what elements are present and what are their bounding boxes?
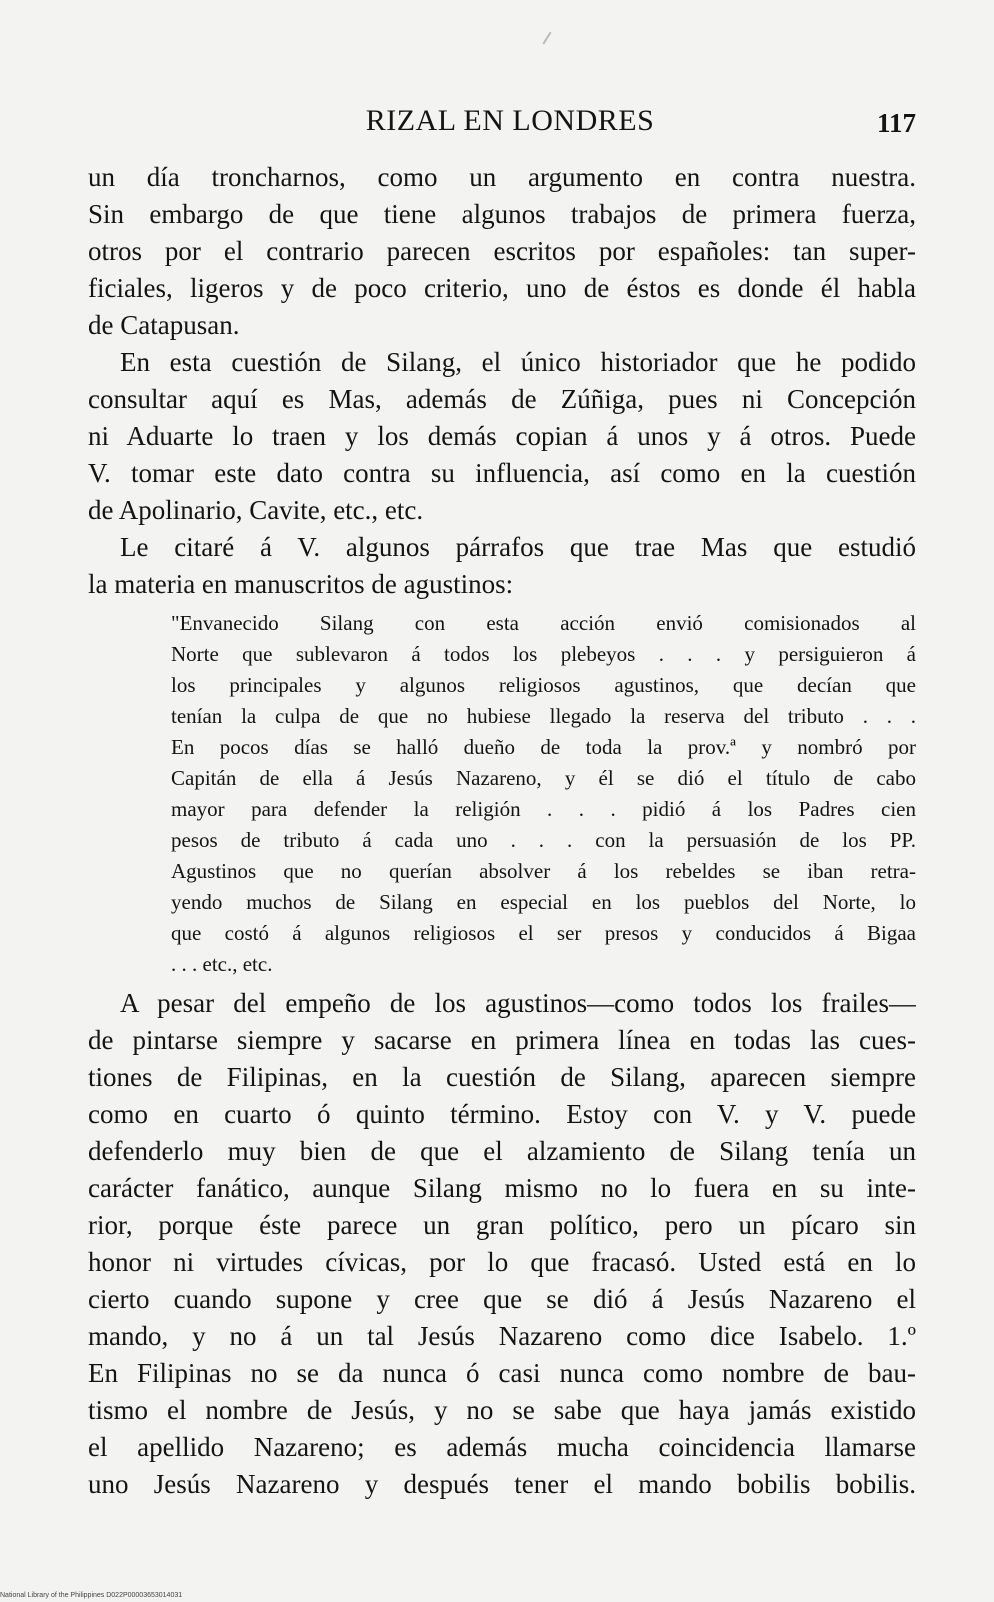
text-line: uno Jesús Nazareno y después tener el mando bobilis bobilis. bbox=[88, 1469, 916, 1499]
text-line: V. tomar este dato contra su influencia, así como en la cuestión bbox=[88, 458, 916, 488]
scan-footer-note: National Library of the Philippines D022P00003653014031 bbox=[0, 1592, 183, 1599]
text-line: ni Aduarte lo traen y los demás copian á unos y á otros. Puede bbox=[88, 421, 916, 451]
text-line: de Catapusan. bbox=[88, 310, 240, 340]
text-line: de Apolinario, Cavite, etc., etc. bbox=[88, 495, 424, 525]
text-line: mando, y no á un tal Jesús Nazareno como dice Isabelo. 1.º bbox=[88, 1321, 916, 1351]
stray-pen-mark bbox=[542, 32, 551, 45]
text-line: ficiales, ligeros y de poco criterio, uno de éstos es donde él habla bbox=[88, 273, 916, 303]
page-number: 117 bbox=[876, 108, 916, 138]
text-line: Le citaré á V. algunos párrafos que trae Mas que estudió bbox=[120, 532, 916, 562]
block-quote bbox=[171, 608, 916, 980]
text-line: tiones de Filipinas, en la cuestión de Silang, aparecen siempre bbox=[88, 1062, 916, 1092]
text-line: honor ni virtudes cívicas, por lo que fracasó. Usted está en lo bbox=[88, 1247, 916, 1277]
quote-line: Capitán de ella á Jesús Nazareno, y él se dió el título de cabo bbox=[171, 766, 916, 790]
text-line: de pintarse siempre y sacarse en primera línea en todas las cues- bbox=[88, 1025, 916, 1055]
quote-line: los principales y algunos religiosos agustinos, que decían que bbox=[171, 673, 916, 697]
text-line: otros por el contrario parecen escritos por españoles: tan super- bbox=[88, 236, 916, 266]
quote-line: mayor para defender la religión . . . pidió á los Padres cien bbox=[171, 797, 916, 821]
running-head: RIZAL EN LONDRES bbox=[365, 104, 655, 137]
text-line: defenderlo muy bien de que el alzamiento de Silang tenía un bbox=[88, 1136, 916, 1166]
text-line: el apellido Nazareno; es además mucha coincidencia llamarse bbox=[88, 1432, 916, 1462]
text-line: tismo el nombre de Jesús, y no se sabe que haya jamás existido bbox=[88, 1395, 916, 1425]
text-line: como en cuarto ó quinto término. Estoy con V. y V. puede bbox=[88, 1099, 916, 1129]
text-line: En esta cuestión de Silang, el único historiador que he podido bbox=[120, 347, 916, 377]
opening-paragraphs bbox=[88, 159, 916, 603]
text-line: cierto cuando supone y cree que se dió á Jesús Nazareno el bbox=[88, 1284, 916, 1314]
quote-line: En pocos días se halló dueño de toda la prov.ª y nombró por bbox=[171, 735, 916, 759]
quote-line: pesos de tributo á cada uno . . . con la persuasión de los PP. bbox=[171, 828, 916, 852]
quote-line: tenían la culpa de que no hubiese llegado la reserva del tributo . . . bbox=[171, 704, 916, 728]
quote-line: Agustinos que no querían absolver á los rebeldes se iban retra- bbox=[171, 859, 916, 883]
text-line: un día troncharnos, como un argumento en contra nuestra. bbox=[88, 162, 916, 192]
quote-line: que costó á algunos religiosos el ser presos y conducidos á Bigaa bbox=[171, 921, 916, 945]
quote-line: Norte que sublevaron á todos los plebeyos . . . y persiguieron á bbox=[171, 642, 916, 666]
text-line: carácter fanático, aunque Silang mismo no lo fuera en su inte- bbox=[88, 1173, 916, 1203]
text-line: la materia en manuscritos de agustinos: bbox=[88, 569, 514, 599]
quote-line: yendo muchos de Silang en especial en los pueblos del Norte, lo bbox=[171, 890, 916, 914]
text-line: consultar aquí es Mas, además de Zúñiga, pues ni Concepción bbox=[88, 384, 916, 414]
text-line: Sin embargo de que tiene algunos trabajos de primera fuerza, bbox=[88, 199, 916, 229]
quote-line: "Envanecido Silang con esta acción envió comisionados al bbox=[171, 611, 916, 635]
quote-line: . . . etc., etc. bbox=[171, 952, 273, 976]
text-line: rior, porque éste parece un gran político, pero un pícaro sin bbox=[88, 1210, 916, 1240]
text-line: A pesar del empeño de los agustinos—como todos los frailes— bbox=[120, 988, 916, 1018]
text-line: En Filipinas no se da nunca ó casi nunca como nombre de bau- bbox=[88, 1358, 916, 1388]
page-header bbox=[92, 101, 916, 139]
closing-paragraph bbox=[88, 985, 916, 1503]
